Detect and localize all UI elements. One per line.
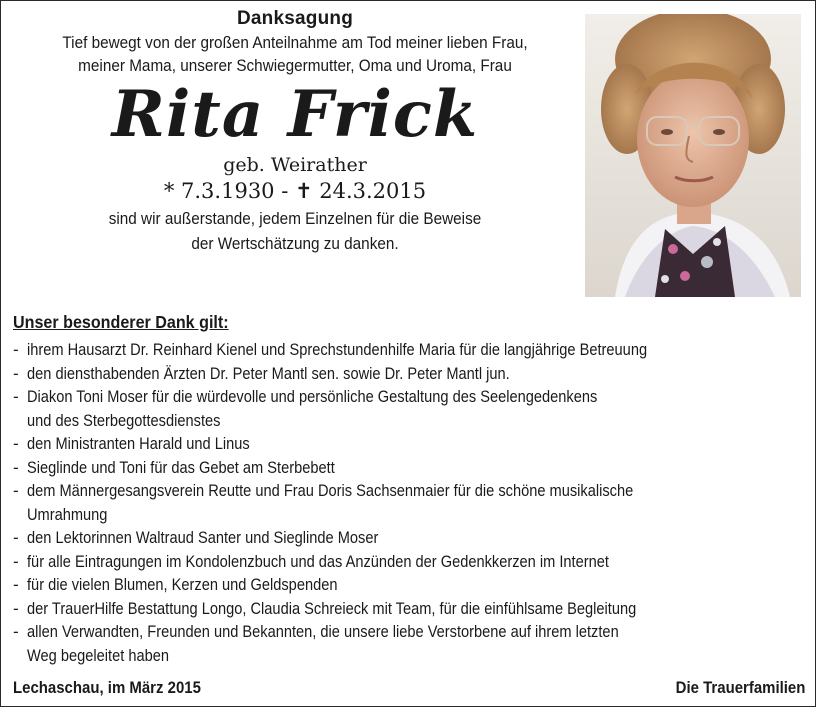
signature: Die Trauerfamilien: [675, 678, 805, 697]
thanks-section: [13, 310, 813, 667]
list-item-text: den Ministranten Harald und Linus: [27, 434, 250, 453]
list-item: - den Ministranten Harald und Linus: [13, 432, 813, 456]
intro-line-1: Tief bewegt von der großen Anteilnahme am Tod meiner lieben Frau,: [62, 33, 528, 52]
list-item-text: den Lektorinnen Waltraud Santer und Sieglinde Moser: [27, 528, 379, 547]
list-item: - den diensthabenden Ärzten Dr. Peter Mantl sen. sowie Dr. Peter Mantl jun.: [13, 362, 813, 386]
birth-name: geb. Weirather: [223, 154, 367, 176]
list-item-text: den diensthabenden Ärzten Dr. Peter Mantl sen. sowie Dr. Peter Mantl jun.: [27, 363, 510, 383]
list-item: - Sieglinde und Toni für das Gebet am Sterbebett: [13, 456, 813, 480]
deceased-name: Rita Frick: [111, 77, 479, 152]
list-item-text: für alle Eintragungen im Kondolenzbuch und das Anzünden der Gedenkkerzen im Internet: [27, 551, 609, 571]
list-item: - dem Männergesangsverein Reutte und Frau Doris Sachsenmaier für die schöne musikalische Umrahmung: [13, 479, 813, 526]
thanks-list: [13, 338, 813, 667]
outro-line-2: der Wertschätzung zu danken.: [191, 234, 399, 253]
notice-heading: Danksagung: [236, 8, 354, 29]
list-item: - für alle Eintragungen im Kondolenzbuch und das Anzünden der Gedenkkerzen im Internet: [13, 550, 813, 574]
list-item: - den Lektorinnen Waltraud Santer und Sieglinde Moser: [13, 526, 813, 550]
place-date: Lechaschau, im März 2015: [13, 678, 201, 697]
life-dates: * 7.3.1930 - ✝ 24.3.2015: [163, 179, 427, 203]
list-item: - ihrem Hausarzt Dr. Reinhard Kienel und Sprechstundenhilfe Maria für die langjährige Betreuung: [13, 338, 813, 362]
list-item-text: Sieglinde und Toni für das Gebet am Sterbebett: [27, 457, 335, 477]
list-item-text: dem Männergesangsverein Reutte und Frau Doris Sachsenmaier für die schöne musikalische Umrahmung: [27, 481, 634, 524]
outro-line-1: sind wir außerstande, jedem Einzelnen für die Beweise: [108, 209, 482, 228]
list-item-text: für die vielen Blumen, Kerzen und Geldspenden: [27, 575, 338, 594]
list-item-text: allen Verwandten, Freunden und Bekannten, die unsere liebe Verstorbene auf ihrem letzten Weg begeleitet haben: [27, 622, 619, 665]
list-item-text: der TrauerHilfe Bestattung Longo, Claudia Schreieck mit Team, für die einfühlsame Begleitung: [27, 598, 637, 618]
portrait-photo: [585, 14, 801, 297]
notice-header: [1, 7, 589, 255]
list-item: - Diakon Toni Moser für die würdevolle und persönliche Gestaltung des Seelengedenkens und des Sterbegottesdienstes: [13, 385, 813, 432]
list-item: - allen Verwandten, Freunden und Bekannten, die unsere liebe Verstorbene auf ihrem letzten Weg begeleitet haben: [13, 620, 813, 667]
list-item-text: ihrem Hausarzt Dr. Reinhard Kienel und Sprechstundenhilfe Maria für die langjährige Betreuung: [27, 340, 648, 359]
list-item-text: Diakon Toni Moser für die würdevolle und persönliche Gestaltung des Seelengedenkens und des Sterbegottesdienstes: [27, 387, 598, 430]
list-item: - für die vielen Blumen, Kerzen und Geldspenden: [13, 573, 813, 597]
intro-line-2: meiner Mama, unserer Schwiegermutter, Oma und Uroma, Frau: [78, 56, 512, 75]
list-item: - der TrauerHilfe Bestattung Longo, Claudia Schreieck mit Team, für die einfühlsame Begleitung: [13, 597, 813, 621]
portrait-illustration: [585, 14, 801, 297]
thanks-heading: Unser besonderer Dank gilt:: [13, 312, 229, 332]
